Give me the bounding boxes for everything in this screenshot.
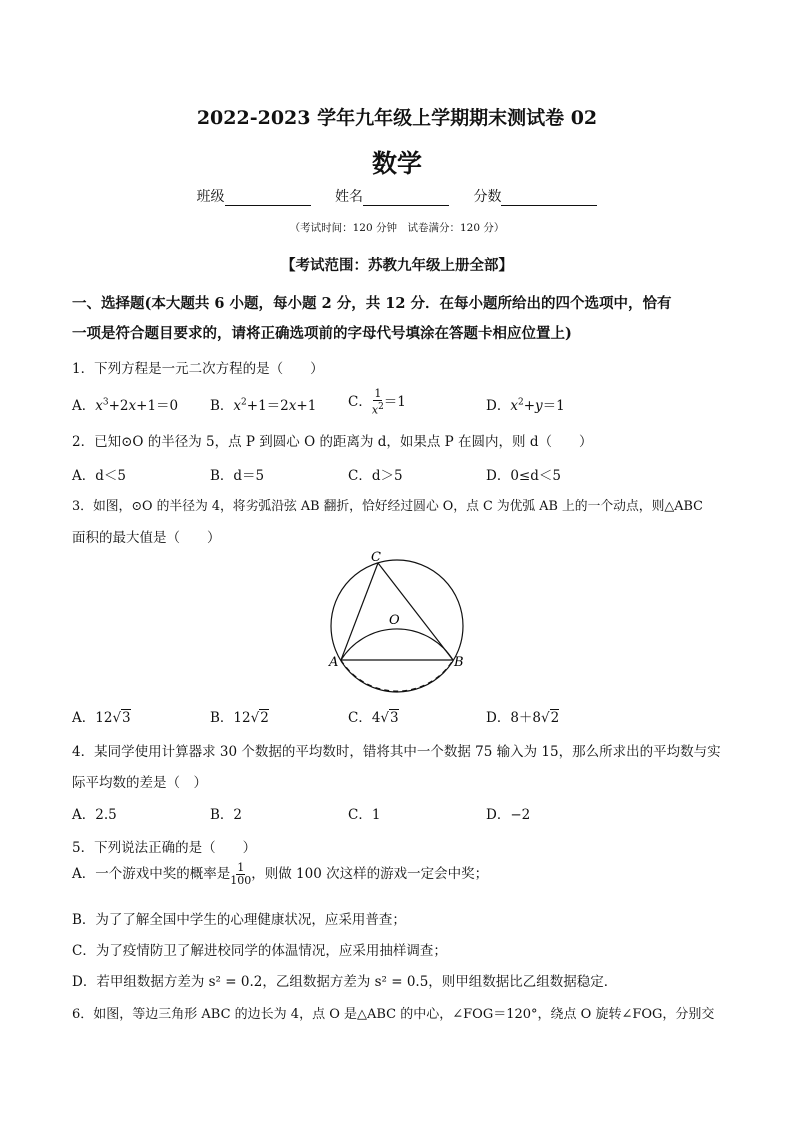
side-ac [341,563,378,660]
q4-option-b[interactable]: B．2 [210,807,243,823]
q3-stem-line2: 面积的最大值是（ ） [72,530,221,546]
q2-option-c[interactable]: C．d＞5 [348,468,403,484]
q5-option-b[interactable]: B．为了了解全国中学生的心理健康状况，应采用普查； [72,912,406,928]
q4-option-c[interactable]: C．1 [348,807,381,823]
label-c: C [371,550,381,565]
label-o: O [389,613,400,628]
subject-title: 数学 [371,149,422,178]
q4-stem-line1: 4．某同学使用计算器求 30 个数据的平均数时，错将其中一个数据 75 输入为 15，那么所求出的平均数与实 [72,744,721,760]
q2-stem: 2．已知⊙O 的半径为 5，点 P 到圆心 O 的距离为 d，如果点 P 在圆内，则 d（ ） [72,434,593,450]
q3-option-a[interactable]: A．12√3 [72,710,131,726]
folded-arc [341,629,453,660]
fraction: $\frac{1}{x^2}$ [371,387,384,417]
label-b: B [454,655,464,670]
name-field[interactable]: 姓名 [335,186,449,206]
q5-option-d[interactable]: D．若甲组数据方差为 s² = 0.2，乙组数据方差为 s² = 0.5，则甲组数据比乙组数据稳定． [72,974,618,990]
exam-title: 2022-2023 学年九年级上学期期末测试卷 02 [196,107,598,129]
q1-option-b[interactable]: B．$x^2+1=2x+1$ [210,397,317,414]
q6-stem-line1: 6．如图，等边三角形 ABC 的边长为 4，点 O 是△ABC 的中心，∠FOG＝120°，绕点 O 旋转∠FOG，分别交 [72,1007,715,1022]
q4-option-d[interactable]: D．−2 [486,807,531,823]
exam-time-note: （考试时间：120 分钟 试卷满分：120 分） [289,222,505,234]
q3-option-d[interactable]: D．8＋8√2 [486,710,560,726]
section-header-line1: 一、选择题(本大题共 6 小题，每小题 2 分，共 12 分．在每小题所给出的四个选项中，恰有 [72,295,672,312]
exam-scope: 【考试范围：苏教九年级上册全部】 [281,257,513,274]
class-field[interactable]: 班级 [197,186,311,206]
minor-arc-dashed [341,660,453,691]
circle-figure [325,546,475,696]
label-a: A [329,655,339,670]
q4-option-a[interactable]: A．2.5 [72,807,117,823]
q2-option-b[interactable]: B．d＝5 [210,468,265,484]
q3-option-b[interactable]: B．12√2 [210,710,269,726]
q2-option-a[interactable]: A．d＜5 [72,468,126,484]
q5-option-c[interactable]: C．为了疫情防卫了解进校同学的体温情况，应采用抽样调查； [72,943,447,959]
q4-stem-line2: 际平均数的差是（ ） [72,775,207,791]
q5-stem: 5．下列说法正确的是（ ） [72,840,257,856]
q1-option-a[interactable]: A．$x^3+2x+1=0$ [72,397,179,414]
q1-stem: 1．下列方程是一元二次方程的是（ ） [72,361,324,377]
student-info-fields [0,186,794,206]
q3-option-c[interactable]: C．4√3 [348,710,399,726]
q5-option-a[interactable]: A．一个游戏中奖的概率是 $\frac{1}{100}$ ，则做 100 次这样的游戏一定会中奖； [72,861,489,887]
q3-stem-line1: 3．如图，⊙O 的半径为 4，将劣弧沿弦 AB 翻折，恰好经过圆心 O，点 C 为优弧 AB 上的一个动点，则△ABC [72,499,703,514]
q2-option-d[interactable]: D．0≤d＜5 [486,468,561,484]
section-header-line2: 一项是符合题目要求的，请将正确选项前的字母代号填涂在答题卡相应位置上) [72,325,572,342]
fraction: $\frac{1}{100}$ [230,861,252,887]
q1-option-c[interactable]: C． $\frac{1}{x^2}$ ＝1 [348,387,406,417]
score-field[interactable]: 分数 [473,186,597,206]
q1-option-d[interactable]: D．$x^2+y=1$ [486,397,565,414]
